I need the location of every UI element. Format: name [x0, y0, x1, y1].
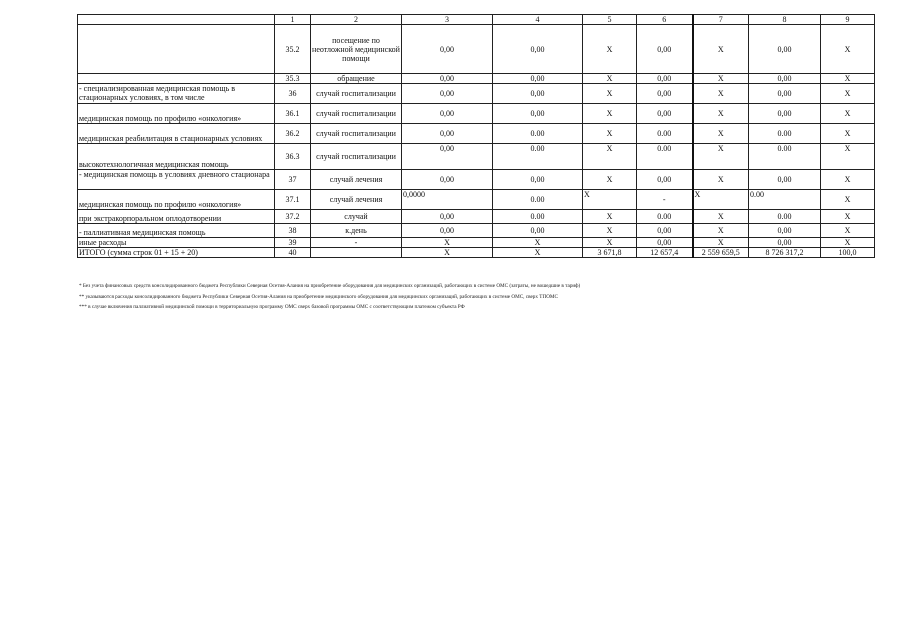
- value-cell: 0.00: [493, 210, 583, 224]
- unit-cell: случай госпитализации: [311, 144, 402, 170]
- value-cell: 0,00: [749, 170, 821, 190]
- value-cell: X: [583, 224, 637, 238]
- value-cell: X: [821, 238, 875, 248]
- row-label: медицинская помощь по профилю «онкология»: [78, 104, 275, 124]
- value-cell: X: [693, 144, 749, 170]
- row-number: 37.1: [275, 190, 311, 210]
- row-number: 36.1: [275, 104, 311, 124]
- value-cell: X: [821, 74, 875, 84]
- unit-cell: случай госпитализации: [311, 104, 402, 124]
- row-label: [78, 25, 275, 74]
- value-cell: X: [821, 84, 875, 104]
- table-row: [78, 170, 875, 190]
- value-cell: X: [583, 74, 637, 84]
- value-cell: X: [583, 25, 637, 74]
- value-cell: 0,00: [637, 84, 693, 104]
- value-cell: X: [583, 84, 637, 104]
- unit-cell: посещение по неотложной медицинской помощи: [311, 25, 402, 74]
- value-cell: 0.00: [493, 190, 583, 210]
- footnote: * Без учета финансовых средств консолидированного бюджета Республики Северная Осетия-Алания на приобретение оборудования для медицинских организаций, работающих в системе ОМС (затраты, не вошедшие в тариф): [79, 283, 581, 289]
- value-cell: X: [821, 25, 875, 74]
- value-cell: 0,00: [402, 170, 493, 190]
- value-cell: X: [693, 74, 749, 84]
- row-label: высокотехнологичная медицинская помощь: [78, 144, 275, 170]
- value-cell: 0.00: [637, 124, 693, 144]
- unit-cell: случай: [311, 210, 402, 224]
- value-cell: 0,00: [493, 104, 583, 124]
- value-cell: 0.00: [493, 144, 583, 170]
- row-label: - специализированная медицинская помощь в стационарных условиях, в том числе: [78, 84, 275, 104]
- value-cell: 0,00: [493, 74, 583, 84]
- value-cell: 0.00: [749, 144, 821, 170]
- footnote: ** указываются расходы консолидированного бюджета Республики Северная Осетия-Алания на приобретение медицинского оборудования для медицинских организаций, работающих в системе ОМС, сверх ТПОМС: [79, 293, 559, 300]
- column-header: 1: [275, 15, 311, 25]
- data-table: [77, 14, 875, 258]
- value-cell: 0,00: [493, 170, 583, 190]
- value-cell: -: [637, 190, 693, 210]
- value-cell: 0,00: [749, 224, 821, 238]
- column-header: 3: [402, 15, 493, 25]
- value-cell: 0.00: [637, 144, 693, 170]
- column-header: 8: [749, 15, 821, 25]
- value-cell: 0,00: [637, 238, 693, 248]
- row-number: 40: [275, 248, 311, 258]
- value-cell: X: [493, 248, 583, 258]
- value-cell: 0,00: [493, 84, 583, 104]
- table-row: [78, 248, 875, 258]
- unit-cell: -: [311, 238, 402, 248]
- value-cell: X: [821, 144, 875, 170]
- value-cell: X: [693, 124, 749, 144]
- table-row: [78, 210, 875, 224]
- row-number: 39: [275, 238, 311, 248]
- row-label: иные расходы: [78, 238, 275, 248]
- table-row: [78, 84, 875, 104]
- row-label: при экстракорпоральном оплодотворении: [78, 210, 275, 224]
- footnotes: [79, 281, 879, 313]
- value-cell: 0.00: [749, 210, 821, 224]
- value-cell: 0,00: [493, 25, 583, 74]
- value-cell: 0,00: [637, 25, 693, 74]
- value-cell: X: [583, 190, 637, 210]
- value-cell: X: [493, 238, 583, 248]
- table-row: [78, 144, 875, 170]
- value-cell: 0,00: [637, 104, 693, 124]
- value-cell: X: [583, 210, 637, 224]
- value-cell: X: [583, 170, 637, 190]
- value-cell: 0,00: [402, 224, 493, 238]
- row-label: ИТОГО (сумма строк 01 + 15 + 20): [78, 248, 275, 258]
- row-number: 37: [275, 170, 311, 190]
- footnote: *** в случае включения паллиативной медицинской помощи в территориальную программу ОМС сверх базовой программы ОМС с соответствующим платежом субъекта РФ: [79, 304, 465, 310]
- value-cell: 0,0000: [402, 190, 493, 210]
- unit-cell: [311, 248, 402, 258]
- row-label: [78, 74, 275, 84]
- value-cell: X: [693, 25, 749, 74]
- value-cell: X: [693, 190, 749, 210]
- row-number: 38: [275, 224, 311, 238]
- row-number: 37.2: [275, 210, 311, 224]
- column-header: 7: [693, 15, 749, 25]
- table-row: [78, 224, 875, 238]
- value-cell: X: [821, 124, 875, 144]
- row-label: медицинская реабилитация в стационарных условиях: [78, 124, 275, 144]
- value-cell: X: [583, 238, 637, 248]
- table-row: [78, 74, 875, 84]
- value-cell: 0,00: [637, 224, 693, 238]
- value-cell: X: [693, 224, 749, 238]
- value-cell: 0,00: [402, 124, 493, 144]
- value-cell: 12 657,4: [637, 248, 693, 258]
- unit-cell: случай лечения: [311, 190, 402, 210]
- value-cell: 0,00: [749, 104, 821, 124]
- unit-cell: случай госпитализации: [311, 84, 402, 104]
- table-row: [78, 238, 875, 248]
- value-cell: X: [583, 104, 637, 124]
- header-row: [78, 15, 875, 25]
- value-cell: X: [402, 248, 493, 258]
- row-number: 36.2: [275, 124, 311, 144]
- value-cell: X: [693, 104, 749, 124]
- value-cell: X: [821, 190, 875, 210]
- value-cell: 8 726 317,2: [749, 248, 821, 258]
- value-cell: 0.00: [637, 210, 693, 224]
- value-cell: X: [693, 170, 749, 190]
- value-cell: 0,00: [637, 170, 693, 190]
- row-label: - паллиативная медицинская помощь: [78, 224, 275, 238]
- column-header: 4: [493, 15, 583, 25]
- value-cell: 2 559 659,5: [693, 248, 749, 258]
- value-cell: 0,00: [637, 74, 693, 84]
- table-row: [78, 190, 875, 210]
- unit-cell: случай лечения: [311, 170, 402, 190]
- row-label: медицинская помощь по профилю «онкология»: [78, 190, 275, 210]
- row-number: 35.2: [275, 25, 311, 74]
- unit-cell: к.день: [311, 224, 402, 238]
- value-cell: X: [821, 210, 875, 224]
- value-cell: 0,00: [749, 238, 821, 248]
- value-cell: 100,0: [821, 248, 875, 258]
- table-row: [78, 104, 875, 124]
- value-cell: X: [821, 104, 875, 124]
- row-number: 35.3: [275, 74, 311, 84]
- value-cell: X: [402, 238, 493, 248]
- value-cell: 0,00: [749, 25, 821, 74]
- value-cell: X: [583, 124, 637, 144]
- value-cell: 0.00: [493, 124, 583, 144]
- value-cell: 0,00: [402, 74, 493, 84]
- value-cell: 0,00: [749, 74, 821, 84]
- unit-cell: обращение: [311, 74, 402, 84]
- header-blank: [78, 15, 275, 25]
- value-cell: 0,00: [402, 210, 493, 224]
- value-cell: X: [583, 144, 637, 170]
- value-cell: 0,00: [402, 84, 493, 104]
- value-cell: X: [693, 238, 749, 248]
- value-cell: X: [821, 224, 875, 238]
- column-header: 2: [311, 15, 402, 25]
- value-cell: 0,00: [749, 84, 821, 104]
- row-number: 36: [275, 84, 311, 104]
- value-cell: X: [693, 84, 749, 104]
- value-cell: X: [821, 170, 875, 190]
- value-cell: 0,00: [402, 144, 493, 170]
- table-row: [78, 25, 875, 74]
- value-cell: X: [693, 210, 749, 224]
- value-cell: 0,00: [493, 224, 583, 238]
- unit-cell: случай госпитализации: [311, 124, 402, 144]
- column-header: 5: [583, 15, 637, 25]
- column-header: 9: [821, 15, 875, 25]
- table-row: [78, 124, 875, 144]
- value-cell: 0.00: [749, 124, 821, 144]
- value-cell: 0.00: [749, 190, 821, 210]
- row-number: 36.3: [275, 144, 311, 170]
- value-cell: 0,00: [402, 104, 493, 124]
- row-label: - медицинская помощь в условиях дневного стационара: [78, 170, 275, 190]
- value-cell: 0,00: [402, 25, 493, 74]
- value-cell: 3 671,8: [583, 248, 637, 258]
- column-header: 6: [637, 15, 693, 25]
